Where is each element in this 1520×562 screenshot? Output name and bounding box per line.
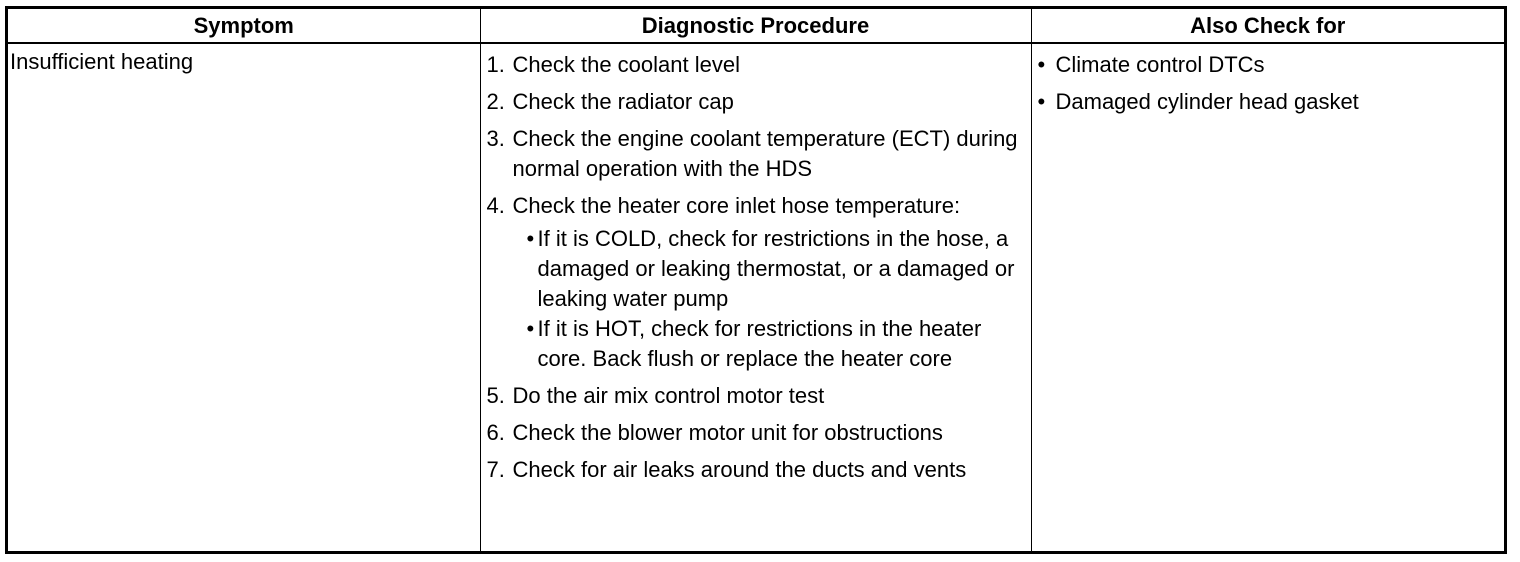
sub-step-cold — [527, 224, 1023, 314]
bullet-icon: • — [526, 226, 535, 251]
list-item — [1038, 50, 1499, 80]
step-number: 7. — [486, 457, 505, 482]
also-check-cell — [1031, 43, 1504, 551]
sub-step-list — [513, 224, 1023, 374]
procedure-list — [481, 44, 1031, 485]
list-item — [1038, 87, 1499, 117]
header-also-check-for: Also Check for — [1031, 9, 1504, 43]
procedure-step-4 — [487, 191, 1023, 374]
diagnostic-table — [8, 9, 1504, 551]
bullet-icon: • — [1037, 52, 1046, 77]
also-check-list — [1032, 44, 1505, 117]
table-row — [8, 43, 1504, 551]
step-body — [513, 191, 1023, 374]
also-check-text: Damaged cylinder head gasket — [1055, 89, 1359, 114]
diagnostic-table-frame — [5, 6, 1507, 554]
header-symptom: Symptom — [8, 9, 480, 43]
procedure-step-5 — [487, 381, 1023, 411]
sub-step-hot — [527, 314, 1023, 374]
bullet-icon: • — [526, 316, 535, 341]
step-number: 4. — [486, 193, 505, 218]
step-text: Check for air leaks around the ducts and vents — [512, 457, 967, 482]
procedure-step-3 — [487, 124, 1023, 184]
step-number: 3. — [486, 126, 505, 151]
symptom-text: Insufficient heating — [10, 49, 194, 74]
also-check-text: Climate control DTCs — [1055, 52, 1265, 77]
bullet-icon: • — [1037, 89, 1046, 114]
header-row — [8, 9, 1504, 43]
step-number: 5. — [486, 383, 505, 408]
step-text: Do the air mix control motor test — [512, 383, 825, 408]
procedure-step-6 — [487, 418, 1023, 448]
step-number: 2. — [486, 89, 505, 114]
step-number: 6. — [486, 420, 505, 445]
step-text: Check the blower motor unit for obstructions — [512, 420, 943, 445]
procedure-cell — [480, 43, 1031, 551]
step-number: 1. — [486, 52, 505, 77]
step-text: Check the radiator cap — [512, 89, 734, 114]
sub-step-text: If it is COLD, check for restrictions in the hose, a damaged or leaking thermostat, or a damaged or leaking water pump — [537, 226, 1015, 311]
step-text: Check the heater core inlet hose temperature: — [512, 193, 961, 218]
header-diagnostic-procedure: Diagnostic Procedure — [480, 9, 1031, 43]
step-text: Check the engine coolant temperature (ECT) during normal operation with the HDS — [512, 126, 1018, 181]
sub-step-text: If it is HOT, check for restrictions in the heater core. Back flush or replace the heater core — [537, 316, 982, 371]
procedure-step-7 — [487, 455, 1023, 485]
symptom-cell — [8, 43, 480, 551]
procedure-step-1 — [487, 50, 1023, 80]
step-text: Check the coolant level — [512, 52, 740, 77]
procedure-step-2 — [487, 87, 1023, 117]
